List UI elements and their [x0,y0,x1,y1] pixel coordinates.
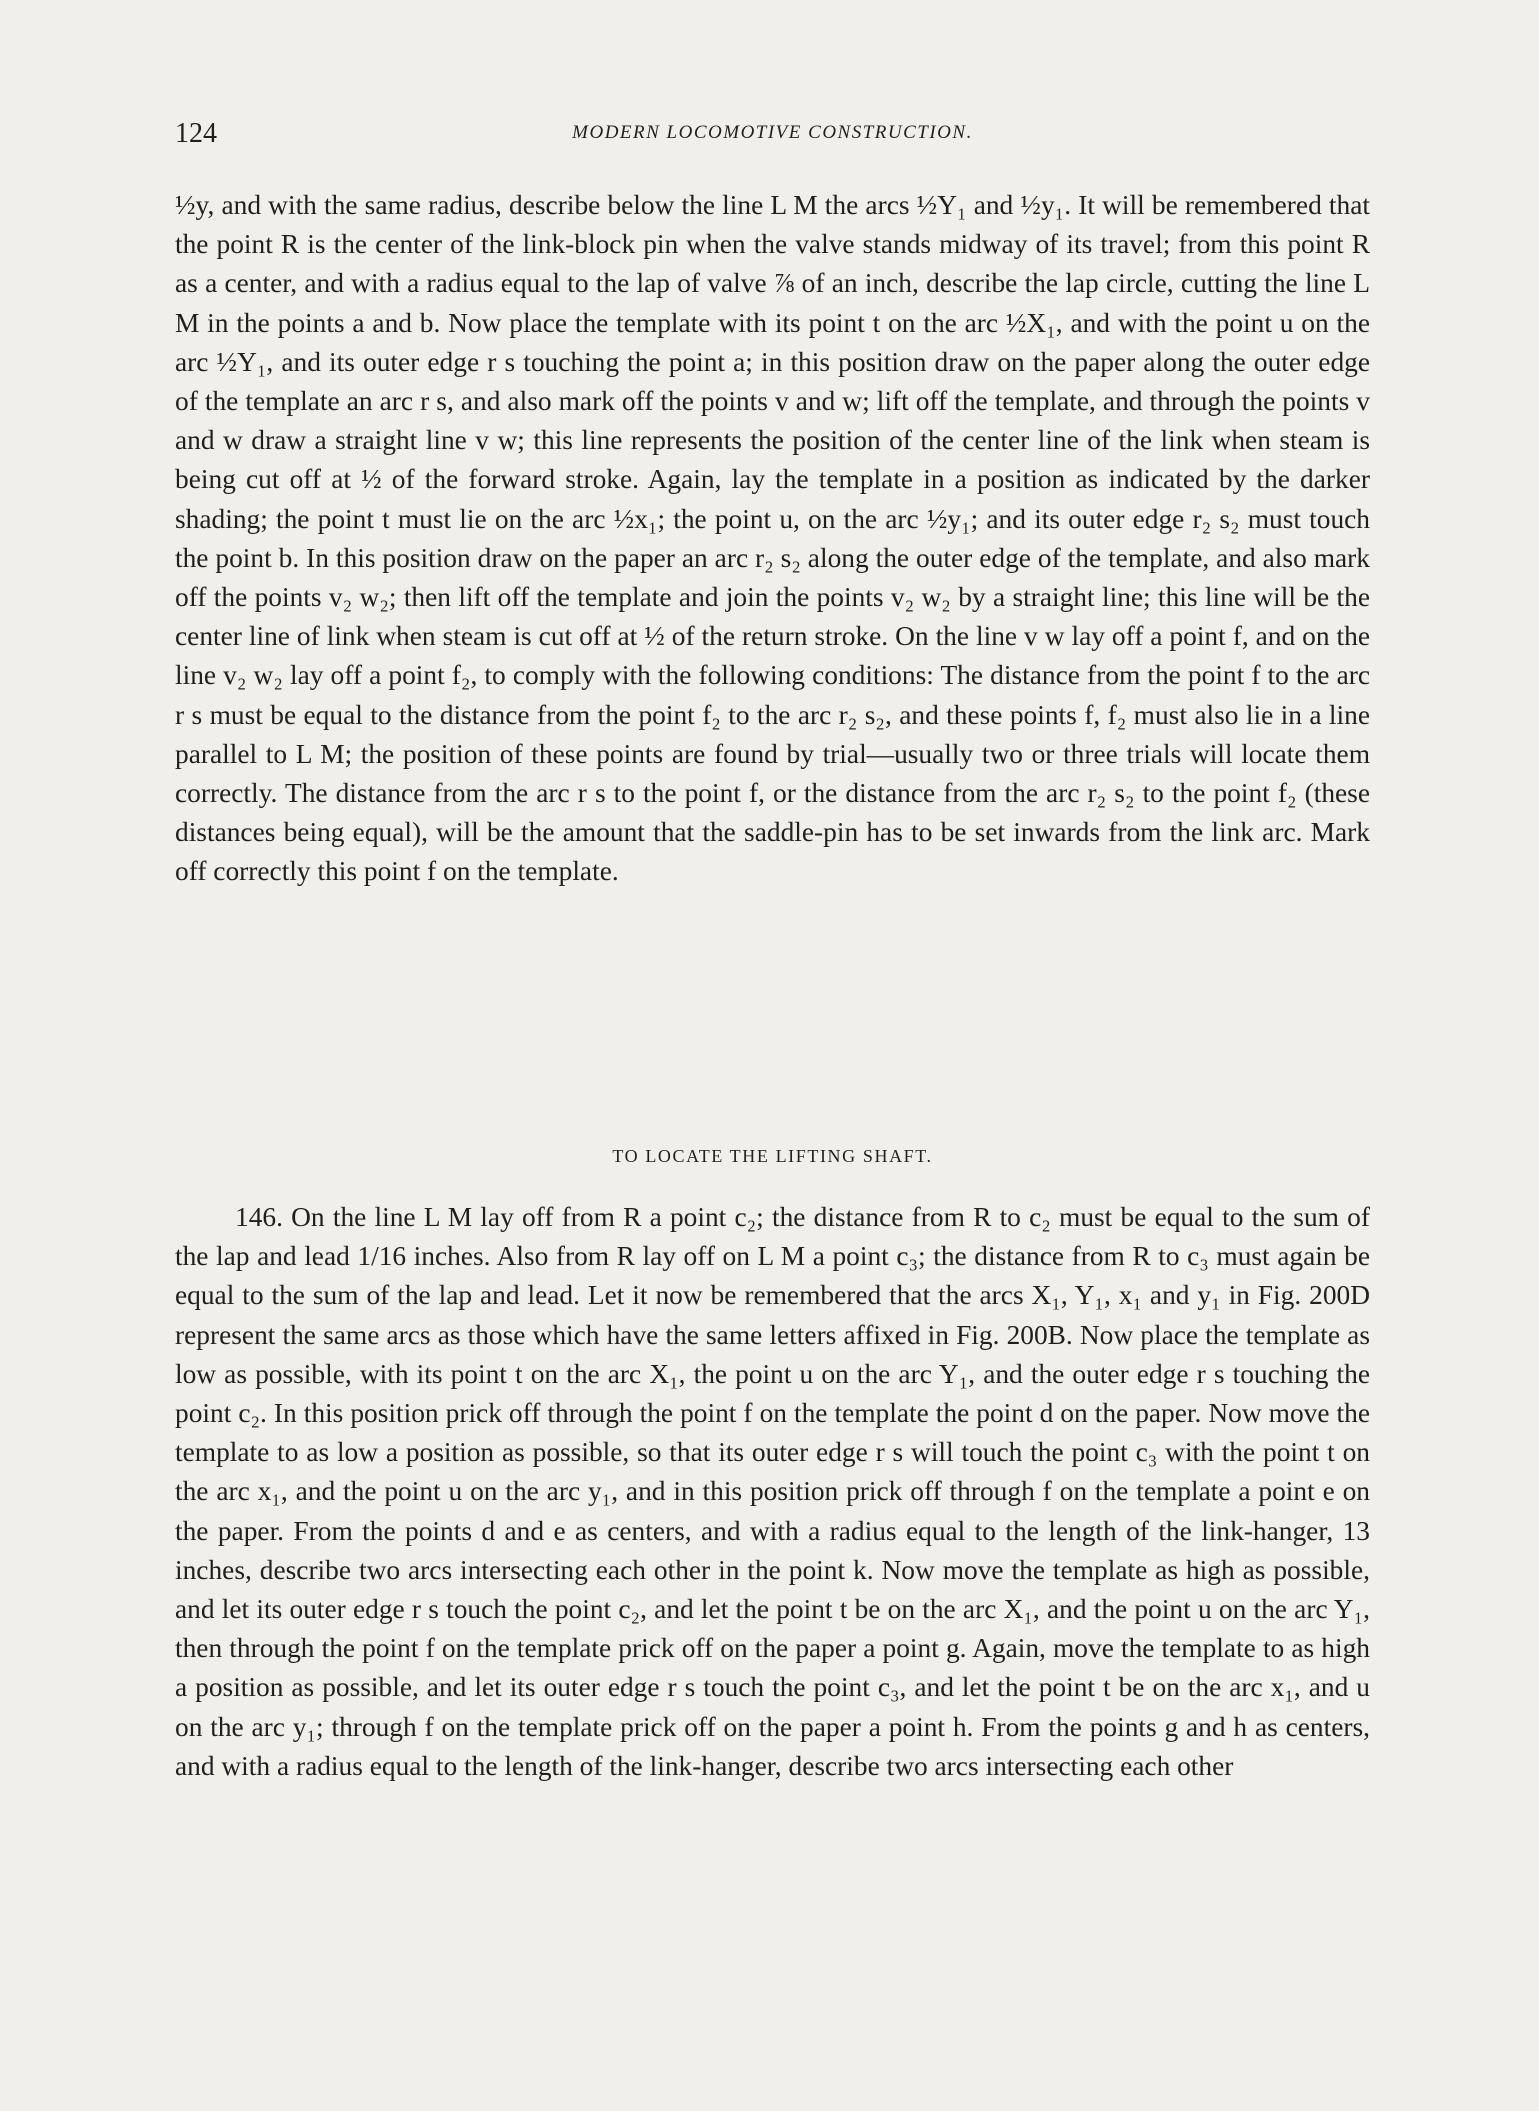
section-heading: TO LOCATE THE LIFTING SHAFT. [612,1146,933,1166]
body-paragraph-2: 146. On the line L M lay off from R a point c₂; the distance from R to c₂ must be equal to the sum of the lap and lead 1/16 inches. Also from R lay off on L M a point c₃; the distance from R to c₃ must again be equal to the sum of the lap and lead. Let it now be remembered that the arcs X₁, Y₁, x₁ and y₁ in Fig. 200D represent the same arcs as those which have the same letters affixed in Fig. 200B. Now place the template as low as possible, with its point t on the arc X₁, the point u on the arc Y₁, and the outer edge r s touching the point c₂. In this position prick off through the point f on the template the point d on the paper. Now move the template to as low a position as possible, so that its outer edge r s will touch the point c₃ with the point t on the arc x₁, and the point u on the arc y₁, and in this position prick off through f on the template a point e on the paper. From the points d and e as centers, and with a radius equal to the length of the link-hanger, 13 inches, describe two arcs intersecting each other in the point k. Now move the template as high as possible, and let its outer edge r s touch the point c₂, and let the point t be on the arc X₁, and the point u on the arc Y₁, then through the point f on the template prick off on the paper a point g. Again, move the template to as high a position as possible, and let its outer edge r s touch the point c₃, and let the point t be on the arc x₁, and u on the arc y₁; through f on the template prick off on the paper a point h. From the points g and h as centers, and with a radius equal to the length of the link-hanger, describe two arcs intersecting each other [175,1202,1370,1781]
running-title: MODERN LOCOMOTIVE CONSTRUCTION. [572,122,973,143]
page-number: 124 [175,118,217,149]
body-paragraph-1: ½y, and with the same radius, describe below the line L M the arcs ½Y₁ and ½y₁. It will be remembered that the point R is the center of the link-block pin when the valve stands midway of its travel; from this point R as a center, and with a radius equal to the lap of valve ⅞ of an inch, describe the lap circle, cutting the line L M in the points a and b. Now place the template with its point t on the arc ½X₁, and with the point u on the arc ½Y₁, and its outer edge r s touching the point a; in this position draw on the paper along the outer edge of the template an arc r s, and also mark off the points v and w; lift off the template, and through the points v and w draw a straight line v w; this line represents the position of the center line of the link when steam is being cut off at ½ of the forward stroke. Again, lay the template in a position as indicated by the darker shading; the point t must lie on the arc ½x₁; the point u, on the arc ½y₁; and its outer edge r₂ s₂ must touch the point b. In this position draw on the paper an arc r₂ s₂ along the outer edge of the template, and also mark off the points v₂ w₂; then lift off the template and join the points v₂ w₂ by a straight line; this line will be the center line of link when steam is cut off at ½ of the return stroke. On the line v w lay off a point f, and on the line v₂ w₂ lay off a point f₂, to comply with the following conditions: The distance from the point f to the arc r s must be equal to the distance from the point f₂ to the arc r₂ s₂, and these points f, f₂ must also lie in a line parallel to L M; the position of these points are found by trial—usually two or three trials will locate them correctly. The distance from the arc r s to the point f, or the distance from the arc r₂ s₂ to the point f₂ (these distances being equal), will be the amount that the saddle-pin has to be set inwards from the link arc. Mark off correctly this point f on the template. [175,190,1370,887]
running-head [175,118,1370,158]
